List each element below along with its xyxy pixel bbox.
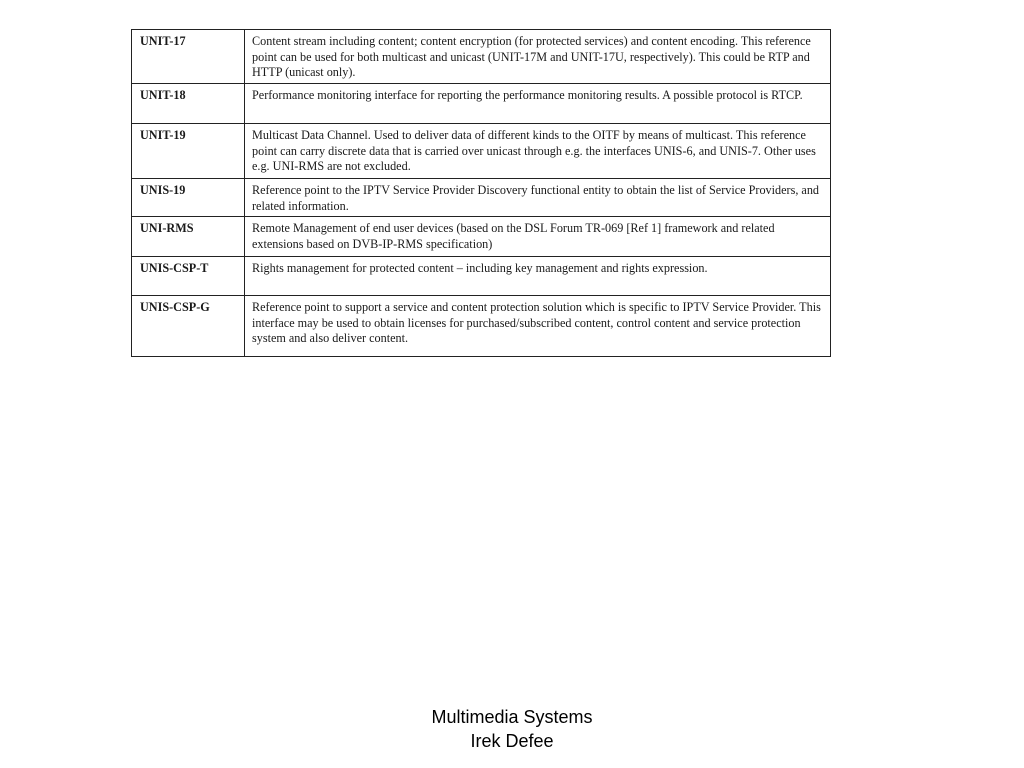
- reference-point-name: UNIT-18: [132, 84, 245, 124]
- table-row: [132, 84, 831, 124]
- reference-point-description: Performance monitoring interface for reporting the performance monitoring results. A possible protocol is RTCP.: [245, 84, 831, 124]
- table-row: [132, 257, 831, 296]
- reference-point-name: UNI-RMS: [132, 217, 245, 257]
- reference-point-description: Reference point to support a service and content protection solution which is specific to IPTV Service Provider. This interface may be used to obtain licenses for purchased/subscribed content, control content and service protection system and also deliver content.: [245, 296, 831, 357]
- table-row: [132, 296, 831, 357]
- table-row: [132, 30, 831, 84]
- reference-point-table: [131, 29, 831, 357]
- reference-point-description: Content stream including content; content encryption (for protected services) and content encoding. This reference point can be used for both multicast and unicast (UNIT-17M and UNIT-17U, respectively). This could be RTP and HTTP (unicast only).: [245, 30, 831, 84]
- reference-point-description: Remote Management of end user devices (based on the DSL Forum TR-069 [Ref 1] framework and related extensions based on DVB-IP-RMS specification): [245, 217, 831, 257]
- reference-point-name: UNIT-19: [132, 124, 245, 179]
- reference-point-name: UNIT-17: [132, 30, 245, 84]
- footer-author: Irek Defee: [470, 731, 554, 751]
- reference-point-name: UNIS-CSP-G: [132, 296, 245, 357]
- reference-point-description: Multicast Data Channel. Used to deliver data of different kinds to the OITF by means of multicast. This reference point can carry discrete data that is carried over unicast through e.g. the interfaces UNIS-6, and UNIS-7. Other uses e.g. UNI-RMS are not excluded.: [245, 124, 831, 179]
- table-row: [132, 179, 831, 217]
- footer-course-title: Multimedia Systems: [431, 707, 593, 727]
- reference-point-description: Reference point to the IPTV Service Provider Discovery functional entity to obtain the list of Service Providers, and related information.: [245, 179, 831, 217]
- table-row: [132, 217, 831, 257]
- table-row: [132, 124, 831, 179]
- reference-point-description: Rights management for protected content – including key management and rights expression.: [245, 257, 831, 296]
- slide-footer: [0, 705, 1024, 753]
- reference-point-name: UNIS-CSP-T: [132, 257, 245, 296]
- reference-point-name: UNIS-19: [132, 179, 245, 217]
